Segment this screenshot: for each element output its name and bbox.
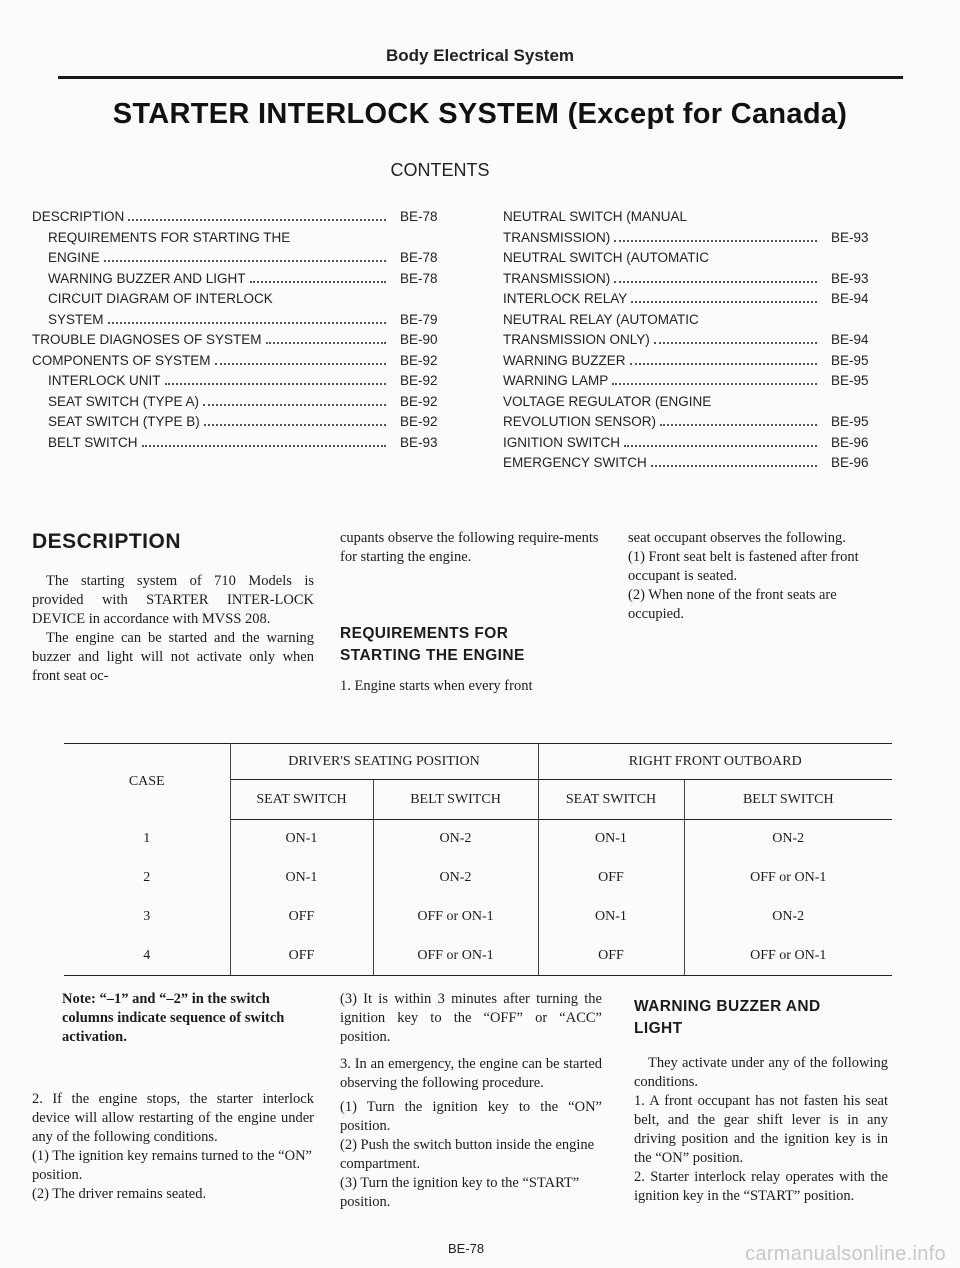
toc-entry-title: WARNING BUZZER xyxy=(503,352,626,368)
emergency-step-3: (3) Turn the ignition key to the “START” position. xyxy=(340,1175,580,1210)
toc-entry xyxy=(32,228,452,249)
toc-entry-page: BE-90 xyxy=(400,332,438,347)
table-row xyxy=(64,937,892,976)
toc-entry-title: NEUTRAL SWITCH (MANUAL xyxy=(503,209,688,224)
toc-entry-page: BE-78 xyxy=(400,270,438,286)
toc-entry xyxy=(32,207,452,228)
toc-leader-dots xyxy=(624,433,817,447)
toc-entry-title: TRANSMISSION) xyxy=(503,229,611,245)
toc-entry-title: NEUTRAL SWITCH (AUTOMATIC xyxy=(503,250,710,265)
requirements-continued xyxy=(628,529,886,624)
requirements-sub-item-2: (2) When none of the front seats are occupied. xyxy=(628,587,837,622)
requirements-heading-line-2: STARTING THE ENGINE xyxy=(340,647,525,664)
switch-state-cell: OFF or ON-1 xyxy=(373,898,538,937)
toc-entry-page: BE-95 xyxy=(831,373,869,388)
toc-leader-dots xyxy=(204,412,386,426)
switch-state-cell: OFF xyxy=(230,937,373,976)
switch-state-cell: ON-2 xyxy=(373,859,538,898)
toc-entry xyxy=(32,412,452,433)
toc-entry xyxy=(503,289,875,310)
right-front-outboard-header: RIGHT FRONT OUTBOARD xyxy=(538,744,892,780)
toc-entry xyxy=(32,248,452,269)
restart-condition-1: (1) The ignition key remains turned to the “ON” position. xyxy=(32,1148,312,1183)
watermark: carmanualsonline.info xyxy=(745,1243,946,1265)
toc-leader-dots xyxy=(128,207,386,221)
toc-entry-page: BE-92 xyxy=(400,414,438,429)
toc-entry-page: BE-96 xyxy=(831,455,869,470)
toc-entry-title: SYSTEM xyxy=(48,311,104,327)
emergency-step-2: (2) Push the switch button inside the engine compartment. xyxy=(340,1137,595,1172)
restart-conditions xyxy=(32,1090,314,1204)
toc-entry xyxy=(32,392,452,413)
driver-seating-header: DRIVER'S SEATING POSITION xyxy=(230,744,538,780)
toc-entry xyxy=(503,330,875,351)
switch-state-cell: OFF xyxy=(538,859,684,898)
toc-entry-page: BE-79 xyxy=(400,311,438,327)
toc-leader-dots xyxy=(660,412,817,426)
toc-left-column xyxy=(32,207,452,453)
warning-heading-line-1: WARNING BUZZER AND xyxy=(634,998,821,1015)
table-row xyxy=(64,898,892,937)
requirements-item-1: 1. Engine starts when every front xyxy=(340,678,533,694)
toc-entry xyxy=(503,371,875,392)
toc-entry xyxy=(32,269,452,290)
toc-leader-dots xyxy=(266,330,386,344)
table-row xyxy=(64,820,892,859)
toc-entry-page: BE-78 xyxy=(400,209,438,224)
case-number-cell: 3 xyxy=(64,898,230,937)
case-number-cell: 4 xyxy=(64,937,230,976)
toc-entry-title: WARNING BUZZER AND LIGHT xyxy=(48,270,246,286)
contents-heading: CONTENTS xyxy=(390,160,490,180)
toc-entry-title: SEAT SWITCH (TYPE A) xyxy=(48,393,200,409)
restart-condition-2: (2) The driver remains seated. xyxy=(32,1186,207,1202)
description-paragraph-2: The engine can be started and the warning buzzer and light will not activate only when front seat oc- xyxy=(32,630,314,684)
switch-state-cell: ON-2 xyxy=(772,909,805,924)
toc-entry-title: COMPONENTS OF SYSTEM xyxy=(32,352,211,368)
toc-leader-dots xyxy=(612,371,817,385)
toc-entry xyxy=(32,433,452,454)
emergency-paragraph: 3. In an emergency, the engine can be started observing the following procedure. xyxy=(340,1056,602,1091)
switch-state-cell: OFF or ON-1 xyxy=(750,870,827,885)
toc-entry-title: TRANSMISSION ONLY) xyxy=(503,332,650,347)
toc-entry-title: VOLTAGE REGULATOR (ENGINE xyxy=(503,393,712,409)
description-heading: DESCRIPTION xyxy=(32,530,182,553)
requirements-section xyxy=(340,529,605,696)
toc-entry-title: NEUTRAL RELAY (AUTOMATIC xyxy=(503,311,699,327)
toc-entry xyxy=(503,453,875,474)
toc-entry xyxy=(32,330,452,351)
toc-leader-dots xyxy=(614,228,817,242)
toc-leader-dots xyxy=(631,289,817,303)
table-note: Note: “–1” and “–2” in the switch columns indicate sequence of switch activation. xyxy=(62,991,285,1045)
toc-entry-title: CIRCUIT DIAGRAM OF INTERLOCK xyxy=(48,291,273,306)
description-paragraph-3: cupants observe the following require-ments for starting the engine. xyxy=(340,530,599,565)
description-paragraph-1: The starting system of 710 Models is provided with STARTER INTER-LOCK DEVICE in accordance with MVSS 208. xyxy=(32,573,314,627)
toc-entry-title: SEAT SWITCH (TYPE B) xyxy=(48,414,200,429)
toc-entry-title: INTERLOCK UNIT xyxy=(48,373,161,388)
toc-entry-title: DESCRIPTION xyxy=(32,209,125,224)
case-number-cell: 2 xyxy=(64,859,230,898)
switch-state-cell: ON-1 xyxy=(538,820,684,859)
toc-entry xyxy=(503,412,875,433)
table-row xyxy=(64,859,892,898)
description-section xyxy=(32,532,314,686)
warning-paragraph: They activate under any of the following conditions. xyxy=(634,1055,888,1090)
toc-entry-page: BE-92 xyxy=(400,393,438,409)
toc-leader-dots xyxy=(651,453,817,467)
case-number-cell: 1 xyxy=(64,820,230,859)
switch-state-cell: ON-1 xyxy=(538,898,684,937)
toc-leader-dots xyxy=(104,248,386,262)
column-header: BELT SWITCH xyxy=(684,780,892,820)
toc-leader-dots xyxy=(203,392,386,406)
toc-entry-title: REQUIREMENTS FOR STARTING THE xyxy=(48,229,291,245)
page-title: STARTER INTERLOCK SYSTEM (Except for Canada) xyxy=(112,98,848,130)
switch-state-cell: OFF xyxy=(538,937,684,976)
toc-entry-title: IGNITION SWITCH xyxy=(503,434,620,450)
column-header: SEAT SWITCH xyxy=(230,780,373,820)
switch-state-cell: OFF or ON-1 xyxy=(684,937,892,976)
toc-leader-dots xyxy=(250,269,386,283)
toc-entry-title: BELT SWITCH xyxy=(48,434,138,450)
restart-condition-3: (3) It is within 3 minutes after turning the ignition key to the “OFF” or “ACC” position. xyxy=(340,991,602,1045)
requirements-sub-item-1: (1) Front seat belt is fastened after front occupant is seated. xyxy=(628,549,859,584)
toc-entry-page: BE-94 xyxy=(831,332,869,347)
toc-right-column xyxy=(503,207,875,474)
toc-entry xyxy=(503,392,875,413)
toc-entry-title: TRANSMISSION) xyxy=(503,270,611,286)
column-header: SEAT SWITCH xyxy=(538,780,684,820)
switch-state-cell: ON-2 xyxy=(373,820,538,859)
section-header: Body Electrical System xyxy=(385,46,575,65)
toc-leader-dots xyxy=(108,310,386,324)
switch-state-cell: ON-1 xyxy=(230,859,373,898)
toc-entry-page: BE-93 xyxy=(400,434,438,450)
toc-entry xyxy=(32,351,452,372)
warning-condition-1: 1. A front occupant has not fasten his seat belt, and the gear shift lever is in any driving position and the ignition key is in the “ON” position. xyxy=(634,1093,888,1166)
toc-leader-dots xyxy=(215,351,386,365)
toc-entry-page: BE-96 xyxy=(831,434,869,450)
toc-entry-title: WARNING LAMP xyxy=(503,373,609,388)
toc-leader-dots xyxy=(630,351,817,365)
toc-entry xyxy=(32,289,452,310)
toc-leader-dots xyxy=(654,330,817,344)
switch-state-cell: ON-2 xyxy=(772,831,805,847)
warning-heading-line-2: LIGHT xyxy=(634,1020,683,1037)
requirements-item-1-continued: seat occupant observes the following. xyxy=(628,530,846,546)
warning-condition-2: 2. Starter interlock relay operates with the ignition key in the “START” position. xyxy=(634,1169,888,1204)
header-rule xyxy=(58,76,903,79)
toc-entry-page: BE-78 xyxy=(400,250,438,265)
switch-state-cell: ON-1 xyxy=(230,820,373,859)
emergency-procedure xyxy=(340,990,602,1212)
warning-section xyxy=(634,996,888,1206)
column-header: BELT SWITCH xyxy=(373,780,538,820)
toc-entry-title: TROUBLE DIAGNOSES OF SYSTEM xyxy=(32,332,262,347)
toc-entry xyxy=(32,310,452,331)
toc-entry-title: ENGINE xyxy=(48,250,100,265)
switch-state-cell: OFF or ON-1 xyxy=(373,937,538,976)
toc-entry xyxy=(32,371,452,392)
toc-entry xyxy=(503,351,875,372)
toc-leader-dots xyxy=(142,433,386,447)
requirements-heading-line-1: REQUIREMENTS FOR xyxy=(340,625,509,642)
toc-leader-dots xyxy=(165,371,386,385)
toc-entry-page: BE-95 xyxy=(831,414,869,429)
toc-entry-page: BE-95 xyxy=(831,352,869,368)
toc-entry xyxy=(503,207,875,228)
case-header: CASE xyxy=(64,744,230,820)
page-number: BE-78 xyxy=(448,1241,485,1256)
toc-entry-title: REVOLUTION SENSOR) xyxy=(503,414,657,429)
restart-paragraph: 2. If the engine stops, the starter interlock device will allow restarting of the engine under any of the following conditions. xyxy=(32,1091,314,1145)
toc-leader-dots xyxy=(614,269,817,283)
toc-entry-title: INTERLOCK RELAY xyxy=(503,291,628,306)
toc-entry xyxy=(503,310,875,331)
toc-entry-page: BE-93 xyxy=(831,229,869,245)
toc-entry xyxy=(503,433,875,454)
emergency-step-1: (1) Turn the ignition key to the “ON” position. xyxy=(340,1099,602,1134)
toc-entry-page: BE-94 xyxy=(831,291,869,306)
switch-state-cell: OFF xyxy=(230,898,373,937)
toc-entry-page: BE-93 xyxy=(831,270,869,286)
toc-entry xyxy=(503,228,875,249)
toc-entry xyxy=(503,248,875,269)
toc-entry xyxy=(503,269,875,290)
case-table xyxy=(64,743,892,976)
toc-entry-page: BE-92 xyxy=(400,373,438,388)
toc-entry-title: EMERGENCY SWITCH xyxy=(503,455,647,470)
toc-entry-page: BE-92 xyxy=(400,352,438,368)
